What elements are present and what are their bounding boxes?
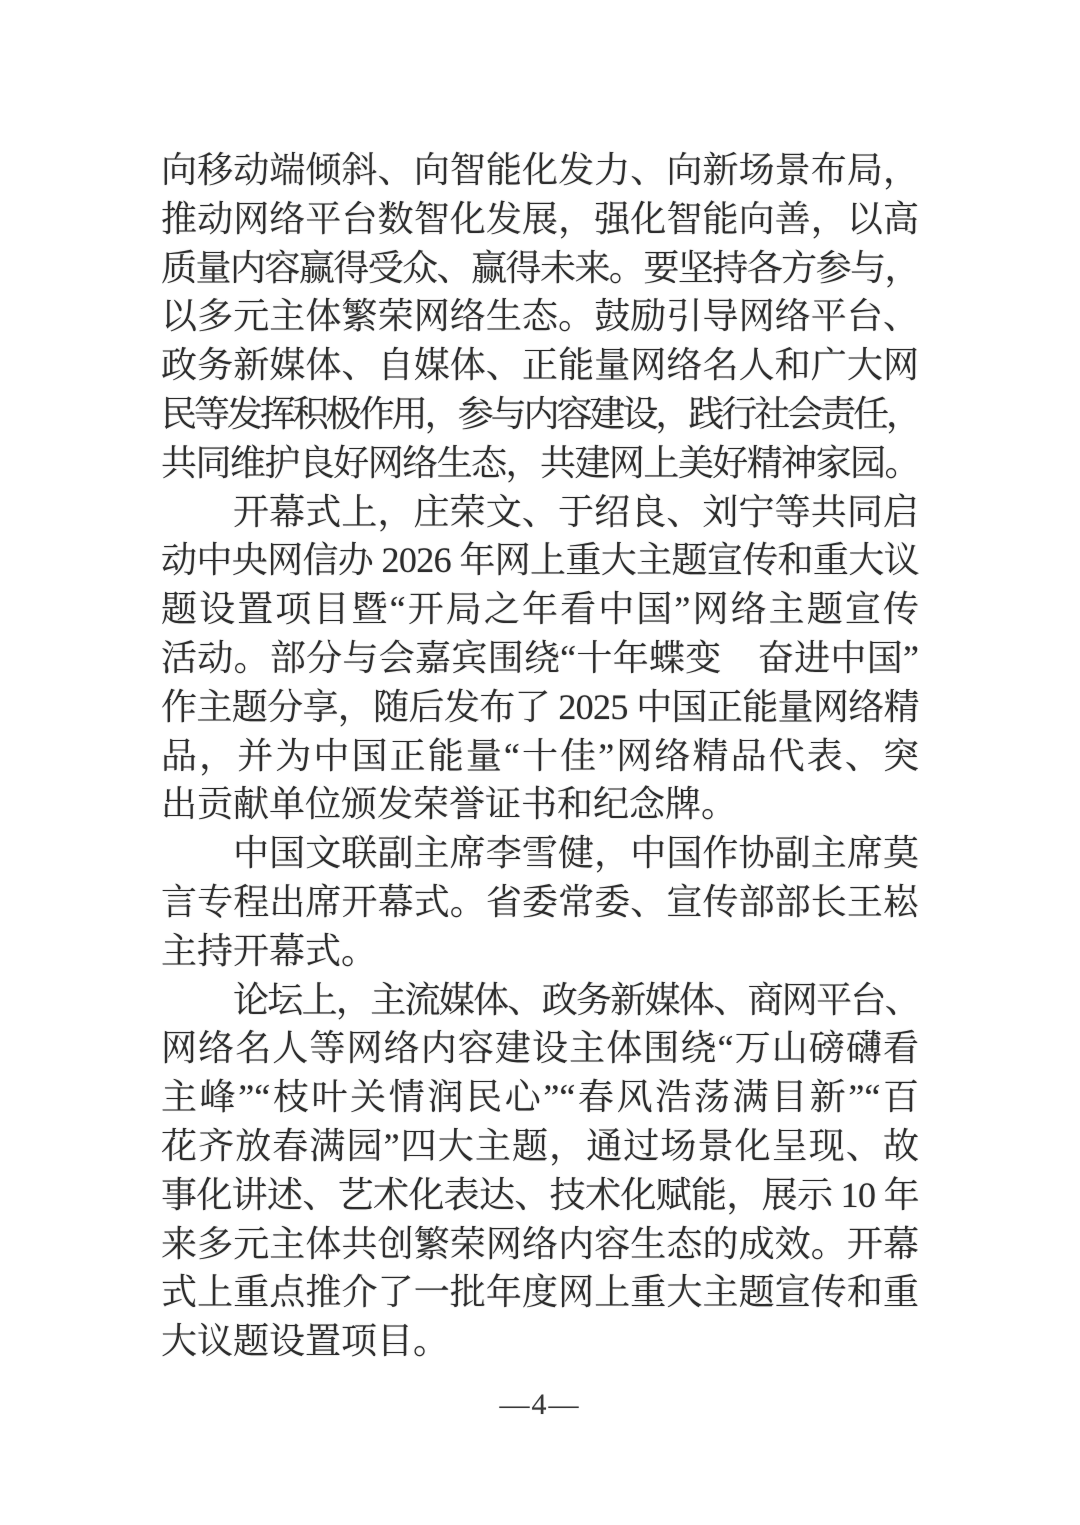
text-line: 质量内容赢得受众、赢得未来。要坚持各方参与， <box>161 247 920 288</box>
text-line: 品，并为中国正能量“十佳”网络精品代表、突 <box>161 735 919 776</box>
text-line: 共同维护良好网络生态，共建网上美好精神家园。 <box>161 442 920 483</box>
text-line: 花齐放春满园”四大主题，通过场景化呈现、故 <box>161 1125 919 1166</box>
text-line: 大议题设置项目。 <box>161 1321 450 1362</box>
text-line: 中国文联副主席李雪健，中国作协副主席莫 <box>233 833 919 874</box>
text-line: 论坛上，主流媒体、政务新媒体、商网平台、 <box>233 979 920 1020</box>
text-line: 出贡献单位颁发荣誉证书和纪念牌。 <box>161 784 738 825</box>
text-line: 民等发挥积极作用，参与内容建设，践行社会责任， <box>161 393 920 434</box>
text-line: 来多元主体共创繁荣网络内容生态的成效。开幕 <box>161 1223 919 1264</box>
text-line: 事化讲述、艺术化表达、技术化赋能，展示 10 年 <box>161 1174 920 1215</box>
text-line: 作主题分享，随后发布了 2025 中国正能量网络精 <box>161 686 920 727</box>
text-line: 题设置项目暨“开局之年看中国”网络主题宣传 <box>161 589 919 630</box>
text-line: 开幕式上，庄荣文、于绍良、刘宁等共同启 <box>233 491 919 532</box>
page-number: —4— <box>499 1388 581 1421</box>
text-line: 推动网络平台数智化发展，强化智能向善，以高 <box>161 198 919 239</box>
text-line: 网络名人等网络内容建设主体围绕“万山磅礴看 <box>161 1028 919 1069</box>
text-line: 言专程出席开幕式。省委常委、宣传部部长王崧 <box>161 881 919 922</box>
text-line: 活动。部分与会嘉宾围绕“十年蝶变 奋进中国” <box>161 637 919 678</box>
text-line: 以多元主体繁荣网络生态。鼓励引导网络平台、 <box>161 296 919 337</box>
document-body <box>161 146 919 1366</box>
text-line: 动中央网信办 2026 年网上重大主题宣传和重大议 <box>161 540 920 581</box>
text-line: 主峰”“枝叶关情润民心”“春风浩荡满目新”“百 <box>161 1077 919 1118</box>
text-line: 向移动端倾斜、向智能化发力、向新场景布局， <box>161 150 919 190</box>
text-line: 政务新媒体、自媒体、正能量网络名人和广大网 <box>161 345 919 386</box>
text-line: 式上重点推介了一批年度网上重大主题宣传和重 <box>161 1272 919 1313</box>
text-line: 主持开幕式。 <box>161 930 378 971</box>
